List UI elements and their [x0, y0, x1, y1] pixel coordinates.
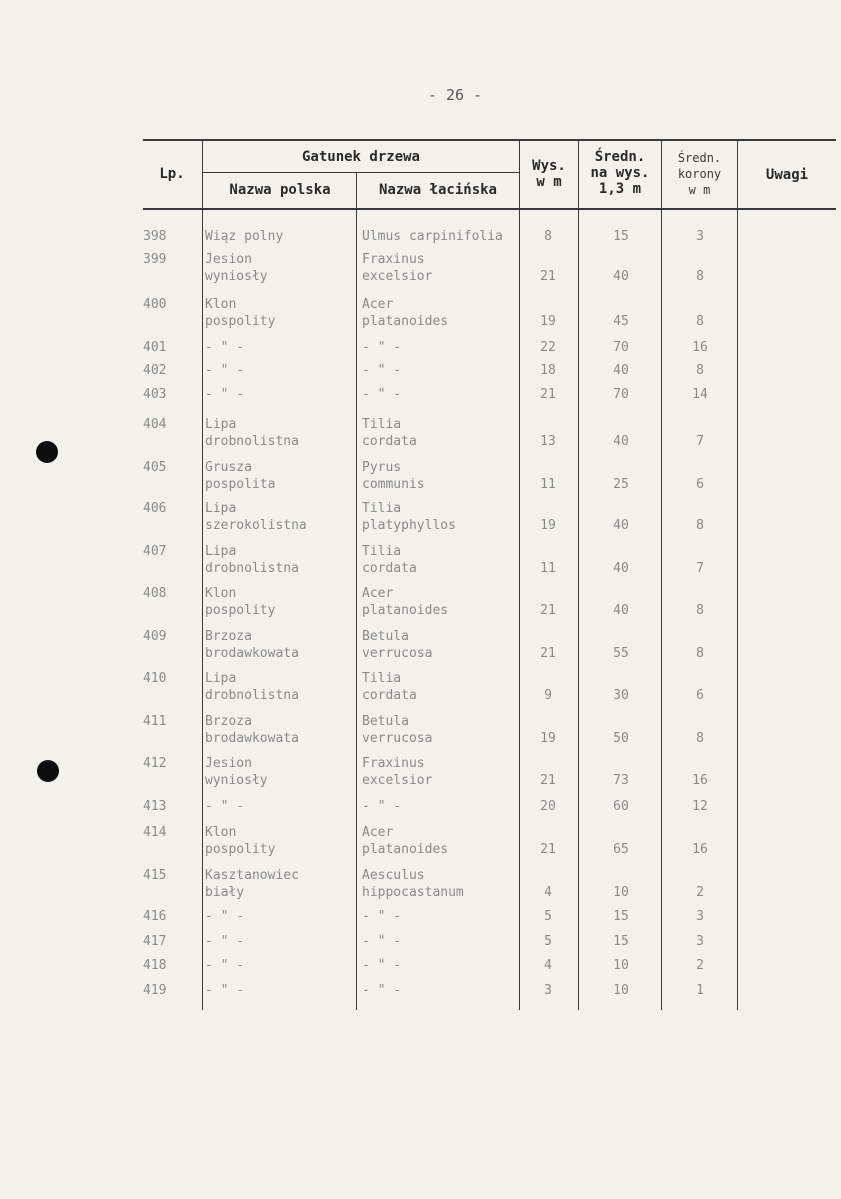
polish-name-line1: - " -	[205, 799, 245, 814]
row-number: 404	[143, 417, 167, 432]
polish-name-line1: Lipa	[205, 544, 237, 559]
polish-name-line1: - " -	[205, 983, 245, 998]
diameter-value: 15	[613, 909, 629, 924]
height-value: 8	[544, 229, 552, 244]
latin-name-line2: excelsior	[362, 269, 433, 284]
crown-value: 6	[696, 477, 704, 492]
diameter-value: 50	[613, 731, 629, 746]
latin-name-line1: Tilia	[362, 417, 402, 432]
diameter-value: 55	[613, 646, 629, 661]
header-polish-name: Nazwa polska	[229, 182, 331, 198]
row-number: 401	[143, 340, 167, 355]
latin-name-line2: platanoides	[362, 842, 449, 857]
diameter-value: 65	[613, 842, 629, 857]
latin-name-line2: cordata	[362, 434, 417, 449]
row-number: 402	[143, 363, 167, 378]
polish-name-line2: szerokolistna	[205, 518, 307, 533]
height-value: 11	[540, 477, 556, 492]
height-value: 13	[540, 434, 556, 449]
height-value: 18	[540, 363, 556, 378]
crown-value: 6	[696, 688, 704, 703]
height-value: 19	[540, 314, 556, 329]
row-number: 403	[143, 387, 167, 402]
latin-name-line1: Aesculus	[362, 868, 425, 883]
latin-name-line2: cordata	[362, 561, 417, 576]
polish-name-line2: drobnolistna	[205, 434, 299, 449]
latin-name-line1: Tilia	[362, 501, 402, 516]
table-header-bottom-rule	[143, 208, 836, 210]
polish-name-line2: pospolity	[205, 314, 276, 329]
latin-name-line1: Betula	[362, 629, 409, 644]
polish-name-line2: drobnolistna	[205, 688, 299, 703]
row-number: 409	[143, 629, 167, 644]
latin-name-line2: platanoides	[362, 314, 449, 329]
height-value: 21	[540, 603, 556, 618]
crown-value: 2	[696, 885, 704, 900]
latin-name-line2: communis	[362, 477, 425, 492]
latin-name-line1: Pyrus	[362, 460, 402, 475]
crown-value: 16	[692, 773, 708, 788]
diameter-value: 30	[613, 688, 629, 703]
latin-name-line1: Tilia	[362, 671, 402, 686]
height-value: 21	[540, 387, 556, 402]
crown-value: 3	[696, 934, 704, 949]
header-latin-name: Nazwa łacińska	[378, 182, 497, 198]
crown-value: 8	[696, 731, 704, 746]
column-divider	[356, 173, 357, 1010]
polish-name-line1: Grusza	[205, 460, 252, 475]
column-divider	[661, 140, 662, 1010]
latin-name-line1: - " -	[362, 799, 402, 814]
row-number: 400	[143, 297, 167, 312]
latin-name-line1: Acer	[362, 297, 394, 312]
polish-name-line1: Klon	[205, 586, 237, 601]
polish-name-line1: Lipa	[205, 501, 237, 516]
crown-value: 16	[692, 340, 708, 355]
polish-name-line1: - " -	[205, 909, 245, 924]
column-divider	[737, 140, 738, 1010]
polish-name-line2: wyniosły	[205, 269, 268, 284]
latin-name-line1: - " -	[362, 387, 402, 402]
row-number: 415	[143, 868, 167, 883]
polish-name-line1: - " -	[205, 387, 245, 402]
height-value: 19	[540, 518, 556, 533]
diameter-value: 25	[613, 477, 629, 492]
latin-name-line1: - " -	[362, 909, 402, 924]
latin-name-line2: verrucosa	[362, 731, 433, 746]
crown-value: 8	[696, 363, 704, 378]
column-divider	[202, 140, 203, 1010]
crown-value: 8	[696, 269, 704, 284]
diameter-value: 10	[613, 983, 629, 998]
diameter-value: 40	[613, 269, 629, 284]
header-remarks: Uwagi	[765, 167, 809, 183]
latin-name-line1: Ulmus carpinifolia	[362, 229, 503, 244]
diameter-value: 40	[613, 518, 629, 533]
species-subheader-rule	[203, 172, 519, 173]
crown-value: 1	[696, 983, 704, 998]
height-value: 5	[544, 909, 552, 924]
row-number: 417	[143, 934, 167, 949]
row-number: 416	[143, 909, 167, 924]
latin-name-line1: Fraxinus	[362, 756, 425, 771]
diameter-value: 40	[613, 603, 629, 618]
latin-name-line1: - " -	[362, 340, 402, 355]
polish-name-line1: Brzoza	[205, 714, 252, 729]
row-number: 407	[143, 544, 167, 559]
polish-name-line2: biały	[205, 885, 245, 900]
row-number: 412	[143, 756, 167, 771]
latin-name-line1: - " -	[362, 363, 402, 378]
polish-name-line2: wyniosły	[205, 773, 268, 788]
polish-name-line1: Kasztanowiec	[205, 868, 299, 883]
latin-name-line1: Betula	[362, 714, 409, 729]
polish-name-line1: - " -	[205, 934, 245, 949]
latin-name-line1: Fraxinus	[362, 252, 425, 267]
polish-name-line1: Wiąz polny	[205, 229, 284, 244]
polish-name-line2: pospolity	[205, 603, 276, 618]
polish-name-line1: Klon	[205, 825, 237, 840]
height-value: 9	[544, 688, 552, 703]
diameter-value: 40	[613, 561, 629, 576]
row-number: 408	[143, 586, 167, 601]
row-number: 414	[143, 825, 167, 840]
diameter-value: 60	[613, 799, 629, 814]
crown-value: 8	[696, 314, 704, 329]
height-value: 5	[544, 934, 552, 949]
latin-name-line1: - " -	[362, 934, 402, 949]
height-value: 19	[540, 731, 556, 746]
latin-name-line1: - " -	[362, 958, 402, 973]
header-species-group: Gatunek drzewa	[301, 149, 420, 165]
diameter-value: 40	[613, 434, 629, 449]
table-top-rule	[143, 139, 836, 141]
row-number: 418	[143, 958, 167, 973]
latin-name-line2: platanoides	[362, 603, 449, 618]
latin-name-line1: Tilia	[362, 544, 402, 559]
height-value: 21	[540, 269, 556, 284]
polish-name-line2: brodawkowata	[205, 646, 299, 661]
height-value: 21	[540, 842, 556, 857]
diameter-value: 10	[613, 958, 629, 973]
polish-name-line2: brodawkowata	[205, 731, 299, 746]
row-number: 419	[143, 983, 167, 998]
row-number: 398	[143, 229, 167, 244]
height-value: 3	[544, 983, 552, 998]
diameter-value: 70	[613, 340, 629, 355]
header-trunk-diameter: Średn. na wys. 1,3 m	[590, 149, 650, 197]
latin-name-line2: cordata	[362, 688, 417, 703]
polish-name-line1: Jesion	[205, 756, 252, 771]
polish-name-line2: pospolita	[205, 477, 276, 492]
diameter-value: 73	[613, 773, 629, 788]
crown-value: 8	[696, 518, 704, 533]
crown-value: 8	[696, 603, 704, 618]
latin-name-line2: platyphyllos	[362, 518, 456, 533]
polish-name-line1: Jesion	[205, 252, 252, 267]
polish-name-line1: Brzoza	[205, 629, 252, 644]
punch-hole	[37, 760, 59, 782]
crown-value: 8	[696, 646, 704, 661]
polish-name-line1: - " -	[205, 958, 245, 973]
crown-value: 12	[692, 799, 708, 814]
crown-value: 7	[696, 561, 704, 576]
row-number: 410	[143, 671, 167, 686]
diameter-value: 40	[613, 363, 629, 378]
polish-name-line1: - " -	[205, 340, 245, 355]
diameter-value: 70	[613, 387, 629, 402]
crown-value: 16	[692, 842, 708, 857]
height-value: 20	[540, 799, 556, 814]
diameter-value: 10	[613, 885, 629, 900]
row-number: 405	[143, 460, 167, 475]
latin-name-line1: Acer	[362, 825, 394, 840]
header-crown-diameter: Średn. korony w m	[677, 151, 722, 197]
height-value: 21	[540, 646, 556, 661]
header-lp: Lp.	[159, 166, 185, 182]
crown-value: 14	[692, 387, 708, 402]
diameter-value: 15	[613, 934, 629, 949]
row-number: 413	[143, 799, 167, 814]
punch-hole	[36, 441, 58, 463]
height-value: 21	[540, 773, 556, 788]
crown-value: 7	[696, 434, 704, 449]
latin-name-line2: hippocastanum	[362, 885, 464, 900]
polish-name-line1: Klon	[205, 297, 237, 312]
polish-name-line2: drobnolistna	[205, 561, 299, 576]
latin-name-line1: - " -	[362, 983, 402, 998]
latin-name-line2: verrucosa	[362, 646, 433, 661]
header-height: Wys. w m	[532, 158, 566, 190]
row-number: 411	[143, 714, 167, 729]
polish-name-line1: Lipa	[205, 417, 237, 432]
height-value: 4	[544, 885, 552, 900]
polish-name-line2: pospolity	[205, 842, 276, 857]
latin-name-line2: excelsior	[362, 773, 433, 788]
height-value: 11	[540, 561, 556, 576]
crown-value: 3	[696, 229, 704, 244]
row-number: 406	[143, 501, 167, 516]
height-value: 22	[540, 340, 556, 355]
column-divider	[578, 140, 579, 1010]
crown-value: 3	[696, 909, 704, 924]
height-value: 4	[544, 958, 552, 973]
row-number: 399	[143, 252, 167, 267]
polish-name-line1: Lipa	[205, 671, 237, 686]
crown-value: 2	[696, 958, 704, 973]
diameter-value: 45	[613, 314, 629, 329]
polish-name-line1: - " -	[205, 363, 245, 378]
latin-name-line1: Acer	[362, 586, 394, 601]
diameter-value: 15	[613, 229, 629, 244]
page-number: - 26 -	[427, 86, 483, 104]
